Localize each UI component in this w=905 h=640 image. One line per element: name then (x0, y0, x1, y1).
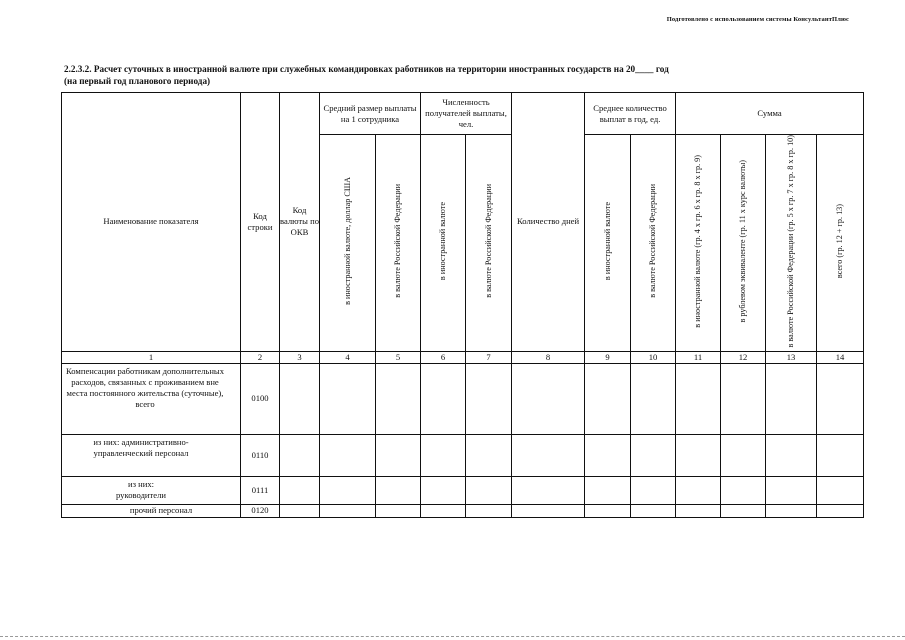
col-number: 4 (320, 351, 376, 363)
cell-input[interactable] (817, 476, 864, 504)
header-days-count: Количество дней (512, 93, 585, 352)
cell-input[interactable] (631, 476, 676, 504)
column-numbers-row (62, 351, 864, 363)
col-number: 7 (466, 351, 512, 363)
col-number: 8 (512, 351, 585, 363)
cell-input[interactable] (512, 434, 585, 476)
header-col-6: в иностранной валюте (421, 135, 466, 352)
cell-input[interactable] (466, 434, 512, 476)
table-row (62, 504, 864, 517)
cell-input[interactable] (376, 504, 421, 517)
cell-input[interactable] (512, 363, 585, 434)
section-title (64, 63, 844, 87)
header-sum: Сумма (676, 93, 864, 135)
header-row-code: Код строки (241, 93, 280, 352)
header-col-11: в иностранной валюте (гр. 4 x гр. 6 x гр. 8 x гр. 9) (676, 135, 721, 352)
cell-input[interactable] (421, 476, 466, 504)
cell-input[interactable] (631, 434, 676, 476)
row-code: 0110 (241, 434, 280, 476)
header-col-14: всего (гр. 12 + гр. 13) (817, 135, 864, 352)
cell-input[interactable] (320, 363, 376, 434)
header-note: Подготовлено с использованием системы КонсультантПлюс (666, 16, 849, 23)
col-number: 12 (721, 351, 766, 363)
row-name: Компенсации работникам дополнительных расходов, связанных с проживанием вне места постоянного жительства (суточные), всего (62, 363, 241, 434)
title-line-1: 2.2.3.2. Расчет суточных в иностранной валюте при служебных командировках работников на территории иностранных государств на 20____ год (64, 64, 669, 74)
cell-input[interactable] (376, 363, 421, 434)
table-row (62, 434, 864, 476)
row-name: из них: административно-управленческий персонал (62, 434, 241, 476)
row-name: из них: руководители (62, 476, 241, 504)
cell-input[interactable] (721, 476, 766, 504)
cell-input[interactable] (512, 504, 585, 517)
cell-input[interactable] (466, 504, 512, 517)
header-col-12: в рублевом эквиваленте (гр. 11 x курс валюты) (721, 135, 766, 352)
cell-input[interactable] (512, 476, 585, 504)
cell-input[interactable] (676, 476, 721, 504)
cell-input[interactable] (766, 363, 817, 434)
header-col-9: в иностранной валюте (585, 135, 631, 352)
cell-input[interactable] (721, 504, 766, 517)
page-bottom-rule (0, 636, 905, 638)
cell-input[interactable] (676, 434, 721, 476)
header-col-7: в валюте Российской Федерации (466, 135, 512, 352)
col-number: 13 (766, 351, 817, 363)
cell-input[interactable] (421, 434, 466, 476)
cell-input[interactable] (585, 363, 631, 434)
col-number: 14 (817, 351, 864, 363)
header-col-13: в валюте Российской Федерации (гр. 5 x гр. 7 x гр. 8 x гр. 10) (766, 135, 817, 352)
header-avg-payments-qty: Среднее количество выплат в год, ед. (585, 93, 676, 135)
cell-input[interactable] (631, 504, 676, 517)
header-col-4: в иностранной валюте, доллар США (320, 135, 376, 352)
cell-input[interactable] (817, 434, 864, 476)
cell-input[interactable] (817, 363, 864, 434)
calculation-table (61, 92, 864, 518)
cell-input[interactable] (466, 363, 512, 434)
cell-input[interactable] (280, 363, 320, 434)
row-code: 0111 (241, 476, 280, 504)
col-number: 6 (421, 351, 466, 363)
cell-input[interactable] (280, 434, 320, 476)
col-number: 1 (62, 351, 241, 363)
table-row (62, 476, 864, 504)
col-number: 10 (631, 351, 676, 363)
cell-input[interactable] (320, 476, 376, 504)
col-number: 9 (585, 351, 631, 363)
cell-input[interactable] (280, 476, 320, 504)
cell-input[interactable] (817, 504, 864, 517)
cell-input[interactable] (376, 434, 421, 476)
row-name: прочий персонал (62, 504, 241, 517)
cell-input[interactable] (631, 363, 676, 434)
cell-input[interactable] (585, 504, 631, 517)
cell-input[interactable] (721, 434, 766, 476)
cell-input[interactable] (676, 504, 721, 517)
title-line-2: (на первый год планового периода) (64, 76, 211, 86)
row-code: 0100 (241, 363, 280, 434)
header-col-5: в валюте Российской Федерации (376, 135, 421, 352)
header-col-10: в валюте Российской Федерации (631, 135, 676, 352)
cell-input[interactable] (585, 476, 631, 504)
table-row (62, 363, 864, 434)
header-name: Наименование показателя (62, 93, 241, 352)
cell-input[interactable] (421, 363, 466, 434)
cell-input[interactable] (466, 476, 512, 504)
header-avg-payment: Средний размер выплаты на 1 сотрудника (320, 93, 421, 135)
cell-input[interactable] (721, 363, 766, 434)
col-number: 5 (376, 351, 421, 363)
row-code: 0120 (241, 504, 280, 517)
cell-input[interactable] (766, 504, 817, 517)
cell-input[interactable] (766, 434, 817, 476)
header-currency-code: Код валюты по ОКВ (280, 93, 320, 352)
col-number: 3 (280, 351, 320, 363)
cell-input[interactable] (585, 434, 631, 476)
header-recipients-count: Численность получателей выплаты, чел. (421, 93, 512, 135)
cell-input[interactable] (320, 434, 376, 476)
cell-input[interactable] (676, 363, 721, 434)
col-number: 2 (241, 351, 280, 363)
col-number: 11 (676, 351, 721, 363)
cell-input[interactable] (421, 504, 466, 517)
cell-input[interactable] (766, 476, 817, 504)
cell-input[interactable] (320, 504, 376, 517)
cell-input[interactable] (280, 504, 320, 517)
cell-input[interactable] (376, 476, 421, 504)
